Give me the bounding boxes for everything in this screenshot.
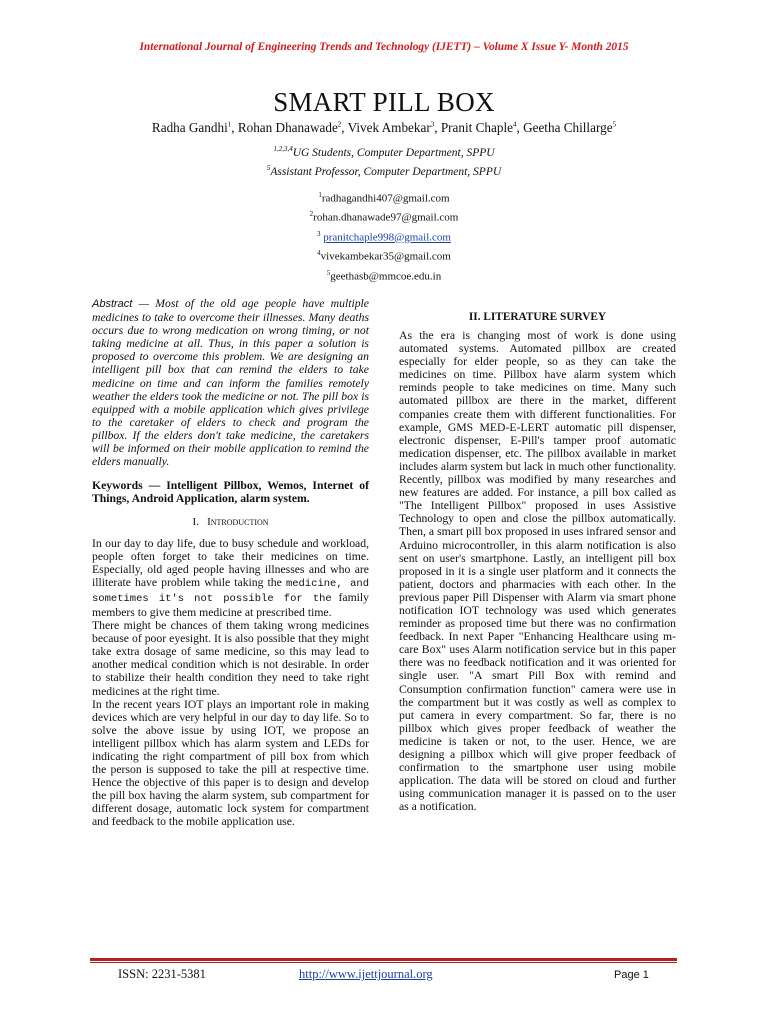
email-text: rohan.dhanawade97@gmail.com <box>313 212 459 225</box>
affiliation-line <box>0 142 768 161</box>
email-list <box>0 188 768 285</box>
footer-page-number: Page 1 <box>614 969 649 981</box>
author-sup: 5 <box>612 120 617 129</box>
email-sup: 3 <box>317 229 321 238</box>
section-title: Introduction <box>207 516 269 529</box>
section-heading-introduction <box>92 516 369 529</box>
email-text: vivekambekar35@gmail.com <box>320 251 451 264</box>
email-sup: 4 <box>317 249 321 258</box>
intro-text: In our day to day life, due to busy schedule and workload, people often forget to take their medicines on time. Especially, old aged people having illnesses and who are illiterate have problem while taking the <box>92 536 369 589</box>
email-line <box>0 227 768 246</box>
email-line <box>0 188 768 207</box>
author-sup: 3 <box>430 120 435 129</box>
affiliations <box>0 142 768 180</box>
abstract-label: Abstract <box>92 298 133 310</box>
affiliation-line <box>0 161 768 180</box>
journal-header: International Journal of Engineering Trends and Technology (IJETT) – Volume X Issue Y- Month 2015 <box>139 41 629 53</box>
right-column <box>399 329 676 813</box>
footer-url-link[interactable]: http://www.ijettjournal.org <box>299 967 433 981</box>
author-name: Geetha Chillarge <box>523 120 613 135</box>
author-sup: 4 <box>512 120 517 129</box>
email-text: geethasb@mmcoe.edu.in <box>330 270 442 283</box>
author-sup: 1 <box>227 120 232 129</box>
author-name: Pranit Chaple <box>440 120 513 135</box>
footer-issn: ISSN: 2231-5381 <box>118 967 206 981</box>
email-line <box>0 246 768 265</box>
paper-title: SMART PILL BOX <box>273 87 495 117</box>
abstract-dash: — <box>132 297 156 310</box>
footer-rule <box>90 958 677 961</box>
abstract <box>92 297 369 468</box>
affiliation-text: Assistant Professor, Computer Department, SPPU <box>270 165 502 178</box>
author-list: Radha Gandhi$^1$, Rohan Dhanawade$^2$, Vivek Ambekar$^3$, Pranit Chaple$^4$, Geetha Chillarge$^5$ <box>151 120 617 135</box>
footer-rule-thin <box>90 962 677 963</box>
intro-paragraph-1 <box>92 537 369 620</box>
email-line <box>0 207 768 226</box>
left-column <box>92 297 369 829</box>
affiliation-sup: 5 <box>266 163 271 172</box>
email-text: radhagandhi407@gmail.com <box>321 192 450 205</box>
author-name: Rohan Dhanawade <box>237 120 338 135</box>
email-link[interactable]: pranitchaple998@gmail.com <box>323 231 451 244</box>
author-name: Vivek Ambekar <box>347 120 431 135</box>
section-heading-literature: II. LITERATURE SURVEY <box>468 311 607 323</box>
section-number: I. <box>192 516 199 529</box>
intro-text: family members to give them medicine at prescribed time. <box>92 590 369 619</box>
email-sup: 5 <box>326 268 331 277</box>
intro-paragraph-2: There might be chances of them taking wrong medicines because of poor eyesight. It is also possible that they might take extra dosage of same medicine, so this may lead to another medical condition which is not desirable. In order to stabilize their health condition they need to take right medicines at the right time. <box>92 619 369 698</box>
abstract-text: Most of the old age people have multiple medicines to take to overcome their illnesses. Many deaths occurs due to wrong medication on wrong timing, or not taking medicine at all. Thus, in this paper a solution is proposed to overcome this problem. We are designing an intelligent pill box that can remind the elders to take medicine on time and can inform the families remotely weather the elders took the medicine or not. The pill box is equipped with a mobile application which gives privilege to the caretaker of elders to check and program the pillbox. If the elders don't take medicine, the caretakers will be informed on their mobile application to remind the elders manually. <box>92 297 369 469</box>
author-name: Radha Gandhi <box>151 120 228 135</box>
literature-paragraph: As the era is changing most of work is done using automated systems. Automated pillbox are created especially for elder people, so as they can take the medicines on time. Pillbox have alarm system which reminds people to take medicines on time. Many such automated pillbox are there in the market, different companies create them with different functionalities. For example, GMS MED-E-LERT automatic pill dispenser, electronic dispenser, E-Pill's tamper proof automatic medication dispenser, etc. The pillbox available in market includes alarm system but lack in much other functionality. Recently, pillbox was modified by many researches and new features are added. For instance, a pill box called as "The Intelligent Pillbox" proposed in uses Assistive Technology to open and close the pillbox automatically. Then, a smart pill box proposed in uses infrared sensor and Arduino microcontroller, in this alarm notification is also sent on user's smartphone. Lastly, an intelligent pill box proposed in it is a single user platform and it connects the patient, doctors and pharmacies with each other. In the previous paper Pill Dispenser with Alarm via smart phone notification IOT technology was used which generates reminder as proposed time but there was no confirmation feedback. In next Paper "Enhancing Healthcare using m-care Box" uses Alarm notification service but in this paper there was no feedback notification and it was oriented for single user. "A smart Pill Box with remind and Consumption confirmation function" camera were use in the compartment but it was costly as well as complex to put camera in every compartment. So far, there is no pillbox which gives proper feedback of weather the medicine is taken or not, to the user. Hence, we are designing a pillbox which will give proper feedback of confirmation to the smartphone user using mobile application. The data will be stored on cloud and further using communication manager it is passed on to the user as a notification. <box>399 329 676 814</box>
email-sup: 2 <box>309 210 314 219</box>
intro-text-mono: medicine, and sometimes it's not possible for the <box>92 577 370 605</box>
email-line <box>0 266 768 285</box>
keywords: Keywords — Intelligent Pillbox, Wemos, Internet of Things, Android Application, alarm system. <box>92 479 369 506</box>
author-sup: 2 <box>337 120 342 129</box>
affiliation-sup: 1,2,3,4 <box>273 145 293 153</box>
affiliation-text: UG Students, Computer Department, SPPU <box>292 146 495 159</box>
intro-paragraph-3: In the recent years IOT plays an important role in making devices which are very helpful in our day to day life. So to solve the above issue by using IOT, we propose an intelligent pillbox which has alarm system and LEDs for indicating the right compartment of pill box from which the person is supposed to take the pill at respective time. Hence the objective of this paper is to design and develop the pill box having the alarm system, sub compartment for different dosage, automatic lock system for compartment and feedback to the mobile application use. <box>92 697 369 829</box>
email-sup: 1 <box>318 191 322 199</box>
